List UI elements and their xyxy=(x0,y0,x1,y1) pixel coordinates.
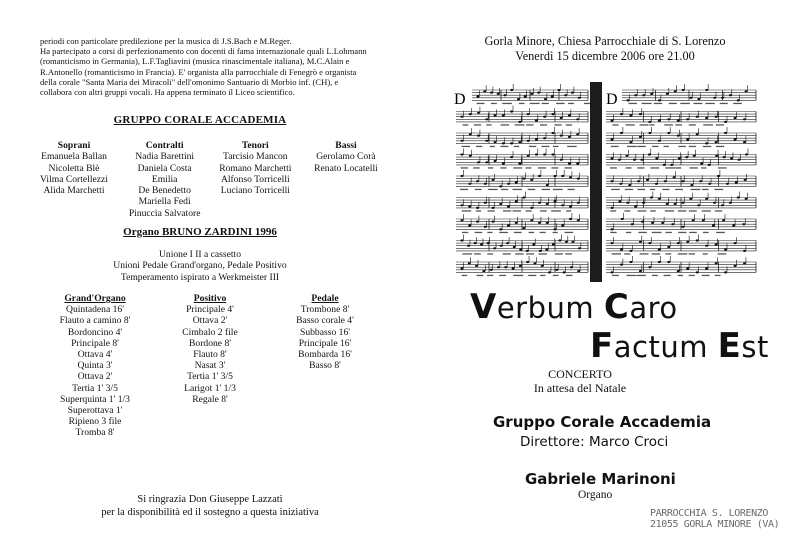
voice-heading: Tenori xyxy=(241,140,269,151)
biography-text xyxy=(40,36,400,97)
title-initial: E xyxy=(717,326,742,366)
stop-item: Basso 8' xyxy=(309,360,341,372)
stop-item: Superquinta 1' 1/3 xyxy=(60,393,130,405)
instrument-label: Organo xyxy=(578,489,613,501)
singer-name: Romano Marchetti xyxy=(219,162,292,174)
stop-item: Quinta 3' xyxy=(77,360,113,372)
singer-name: Gerolamo Corà xyxy=(316,151,376,163)
voice-heading: Contralti xyxy=(145,140,184,151)
concert-label: CONCERTO xyxy=(548,367,612,381)
singer-name: Mariella Fedi xyxy=(138,196,191,208)
music-score-image xyxy=(452,82,758,282)
thanks-line: Si ringrazia Don Giuseppe Lazzati xyxy=(137,494,283,505)
bio-line: collabora con altri gruppi vocali. Ha appena terminato il Liceo scientifico. xyxy=(40,87,295,98)
title-initial: C xyxy=(603,287,630,327)
score-page-left xyxy=(452,82,591,282)
voice-sections xyxy=(30,140,390,219)
singer-name: De Benedetto xyxy=(138,185,191,197)
stop-item: Principale 4' xyxy=(186,304,234,316)
voice-column-contralti xyxy=(121,140,209,219)
stop-item: Principale 16' xyxy=(298,337,352,349)
stops-heading: Grand'Organo xyxy=(64,293,126,304)
stop-item: Quintadena 16' xyxy=(66,304,124,316)
singer-name: Emanuela Ballan xyxy=(41,151,107,163)
stop-item: Tertia 1' 3/5 xyxy=(187,371,233,383)
stamp-line: 21055 GORLA MINORE (VA) xyxy=(650,519,780,530)
singer-name: Tarcisio Mancon xyxy=(223,151,288,163)
bio-line: della corale "Santa Maria dei Miracoli" dell'omonimo Santuario di Morbio inf. (CH), e xyxy=(40,76,339,87)
organ-info-line: Temperamento ispirato a Werkmeister III xyxy=(120,271,280,283)
title-word: st xyxy=(741,330,769,364)
singer-name: Pinuccia Salvatore xyxy=(128,207,201,219)
score-binding xyxy=(590,82,602,282)
date-line: Venerdì 15 dicembre 2006 ore 21.00 xyxy=(515,48,695,63)
voice-column-bassi xyxy=(302,140,390,219)
stop-item: Bordoncino 4' xyxy=(67,326,123,338)
organ-info-line: Unioni Pedale Grand'organo, Pedale Positivo xyxy=(113,260,287,272)
title-line-1 xyxy=(470,287,678,327)
stop-item: Basso corale 4' xyxy=(296,315,354,327)
stops-column-pedale xyxy=(270,293,380,439)
singer-name: Vilma Cortellezzi xyxy=(40,173,108,185)
singer-name: Renato Locatelli xyxy=(314,162,378,174)
stop-item: Tromba 8' xyxy=(75,427,115,439)
stop-item: Flauto 8' xyxy=(193,349,227,361)
stop-item: Ottava 2' xyxy=(192,315,228,327)
stop-item: Principale 8' xyxy=(71,337,119,349)
title-initial: F xyxy=(590,326,614,366)
singer-name: Luciano Torricelli xyxy=(220,185,290,197)
stop-item: Bombarda 16' xyxy=(298,349,352,361)
singer-name: Nadia Barettini xyxy=(135,151,195,163)
concert-occasion: In attesa del Natale xyxy=(533,380,627,395)
voice-heading: Soprani xyxy=(57,140,91,151)
performing-choir: Gruppo Corale Accademia xyxy=(493,413,712,431)
bio-line: Ha partecipato a corsi di perfezionamento con docenti di fama internazionale quali L.Lohmann xyxy=(40,46,367,57)
stop-item: Nasat 3' xyxy=(194,360,226,372)
stop-item: Superottava 1' xyxy=(67,405,123,417)
title-word: erbum xyxy=(496,291,604,325)
organist-name: Gabriele Marinoni xyxy=(525,470,676,488)
stop-item: Flauto a camino 8' xyxy=(59,315,131,327)
venue-line: Gorla Minore, Chiesa Parrocchiale di S. Lorenzo xyxy=(484,34,726,48)
organ-stops xyxy=(40,293,380,439)
title-word: actum xyxy=(613,330,718,364)
stops-heading: Positivo xyxy=(193,293,227,304)
stop-item: Ripieno 3 file xyxy=(68,416,122,428)
organ-info xyxy=(0,249,400,283)
stop-item: Cimbalo 2 file xyxy=(182,326,238,338)
singer-name: Daniela Costa xyxy=(137,162,192,174)
title-line-2 xyxy=(590,326,769,366)
singer-name: Alida Marchetti xyxy=(43,185,105,197)
concert-subtitle xyxy=(520,368,640,395)
title-word: aro xyxy=(629,291,678,325)
acknowledgement xyxy=(40,493,380,519)
singer-name: Alfonso Torricelli xyxy=(220,173,290,185)
voice-column-tenori xyxy=(211,140,299,219)
stop-item: Subbasso 16' xyxy=(300,326,350,338)
stops-column-grand-organo xyxy=(40,293,150,439)
stops-heading: Pedale xyxy=(311,293,339,304)
voice-column-soprani xyxy=(30,140,118,219)
voice-heading: Bassi xyxy=(335,140,357,151)
title-initial: V xyxy=(470,287,497,327)
choir-heading: GRUPPO CORALE ACCADEMIA xyxy=(113,114,287,126)
organ-heading: Organo BRUNO ZARDINI 1996 xyxy=(123,226,277,238)
stops-column-positivo xyxy=(155,293,265,439)
stop-item: Tertia 1' 3/5 xyxy=(72,382,118,394)
venue-info xyxy=(410,34,800,64)
score-initial-left: D xyxy=(454,91,466,108)
stop-item: Ottava 4' xyxy=(77,349,113,361)
stop-item: Bordone 8' xyxy=(189,337,231,349)
bio-line: R.Antonello (romanticismo in Francia). E' organista alla parrocchiale di Fenegrò e organista xyxy=(40,66,357,77)
score-initial-right: D xyxy=(606,91,618,108)
singer-name: Nicoletta Blè xyxy=(48,162,100,174)
parish-stamp xyxy=(650,508,779,530)
stop-item: Ottava 2' xyxy=(77,371,113,383)
stop-item: Larigot 1' 1/3 xyxy=(184,382,236,394)
stamp-line: PARROCCHIA S. LORENZO xyxy=(650,508,769,519)
stop-item: Trombone 8' xyxy=(300,304,350,316)
bio-line: periodi con particolare predilezione per la musica di J.S.Bach e M.Reger. xyxy=(40,36,292,46)
bio-line: (romanticismo in Germania), L.F.Tagliavini (musica rinascimentale italiana), M.C.Alain e xyxy=(40,56,350,67)
singer-name: Emilia xyxy=(151,173,178,185)
director: Direttore: Marco Croci xyxy=(520,434,669,450)
thanks-line: per la disponibilità ed il sostegno a questa iniziativa xyxy=(101,507,319,518)
organ-info-line: Unione I II a cassetto xyxy=(158,249,242,260)
stop-item: Regale 8' xyxy=(192,393,228,405)
score-page-right xyxy=(602,82,758,282)
